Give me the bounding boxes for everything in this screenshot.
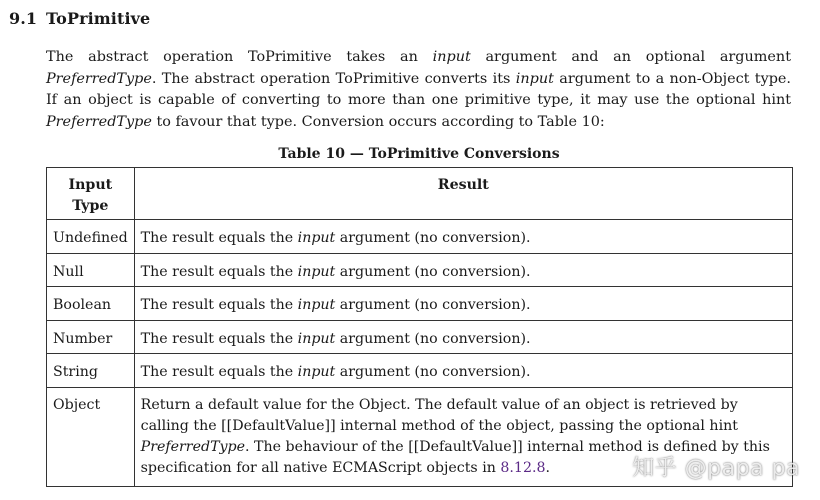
result-text: . <box>545 459 551 476</box>
section-number: 9.1 <box>9 9 38 28</box>
result-text: The result equals the <box>140 330 298 347</box>
cell-result <box>134 320 792 354</box>
cell-result <box>134 287 792 321</box>
conversion-table <box>46 167 793 487</box>
header-input-type <box>47 168 135 220</box>
result-text: . The behaviour of the [[DefaultValue]] internal method is defined by this specification for all native ECMAScript objects in <box>140 438 770 476</box>
intro-paragraph <box>46 47 791 133</box>
result-text: Return a default value for the Object. The default value of an object is retrieved by calling the [[DefaultValue]] internal method of the object, passing the optional hint <box>140 396 738 434</box>
cell-input-type: String <box>47 354 135 388</box>
intro-text: argument and an optional argument <box>470 49 791 65</box>
section-heading <box>9 9 150 28</box>
result-text: The result equals the <box>140 297 298 313</box>
intro-text: The abstract operation ToPrimitive takes an <box>46 49 433 65</box>
table-row <box>47 287 793 321</box>
intro-text: argument to a non-Object type. If an object is capable of converting to more than one primitive type, it may use the optional hint <box>46 70 791 108</box>
cell-result <box>134 354 792 388</box>
cell-input-type: Object <box>47 387 135 486</box>
result-term-input: input <box>297 230 336 246</box>
header-input-type-line1: Input <box>68 177 113 193</box>
result-text: The result equals the <box>140 364 298 380</box>
result-term-input: input <box>297 263 336 280</box>
header-result: Result <box>134 168 792 220</box>
result-text: argument (no conversion). <box>335 297 531 313</box>
result-term-preferredtype: PreferredType <box>140 438 246 455</box>
result-text: argument (no conversion). <box>335 230 531 246</box>
section-title: ToPrimitive <box>46 9 151 28</box>
cell-input-type: Undefined <box>47 220 135 254</box>
table-caption: Table 10 — ToPrimitive Conversions <box>278 146 560 162</box>
result-text: argument (no conversion). <box>335 364 531 380</box>
intro-term-preferredtype: PreferredType <box>46 113 152 130</box>
result-term-input: input <box>297 364 336 380</box>
result-text: The result equals the <box>140 230 298 246</box>
table-row <box>47 220 793 254</box>
result-text: The result equals the <box>140 263 298 280</box>
intro-text: . The abstract operation ToPrimitive converts its <box>151 70 516 87</box>
result-text: argument (no conversion). <box>335 263 531 280</box>
cell-result <box>134 253 792 287</box>
cell-input-type: Boolean <box>47 287 135 321</box>
cell-result <box>134 220 792 254</box>
intro-term-preferredtype: PreferredType <box>46 70 152 87</box>
header-input-type-line2: Type <box>72 198 109 214</box>
result-term-input: input <box>297 330 336 347</box>
intro-text: to favour that type. Conversion occurs according to Table 10: <box>151 113 605 130</box>
intro-term-input: input <box>432 49 471 65</box>
table-row <box>47 320 793 354</box>
section-link-8-12-8[interactable]: 8.12.8 <box>500 459 546 476</box>
table-row <box>47 253 793 287</box>
table-header-row <box>47 168 793 220</box>
intro-term-input: input <box>515 70 554 87</box>
cell-input-type: Number <box>47 320 135 354</box>
result-text: argument (no conversion). <box>335 330 531 347</box>
watermark: 知乎 @papa pa <box>632 456 800 481</box>
table-row <box>47 354 793 388</box>
cell-input-type: Null <box>47 253 135 287</box>
result-term-input: input <box>297 297 336 313</box>
